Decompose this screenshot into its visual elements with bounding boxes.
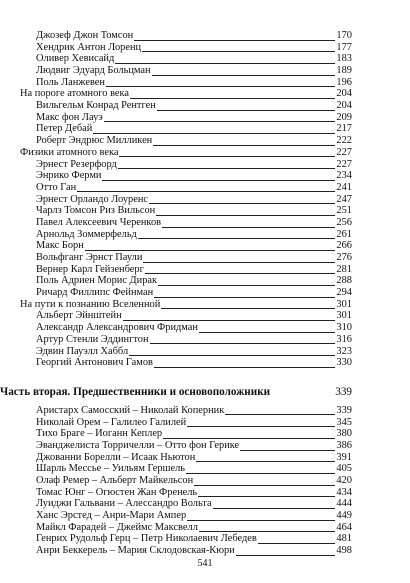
toc-entry-page: 281 bbox=[336, 263, 352, 275]
toc-entry-title: Александр Александрович Фридман bbox=[36, 322, 198, 334]
toc-part-heading bbox=[0, 382, 410, 400]
toc-entry-title: Макс Борн bbox=[36, 240, 84, 252]
toc-entry-page: 301 bbox=[336, 310, 352, 322]
toc-entry-page: 234 bbox=[336, 170, 352, 182]
toc-entry-title: Поль Адриен Морис Дирак bbox=[36, 275, 158, 287]
toc-entry-page: 288 bbox=[336, 275, 352, 287]
toc-entry-title: Чарлз Томсон Риз Вильсон bbox=[36, 205, 156, 217]
toc-entry-page: 339 bbox=[335, 386, 352, 399]
toc-entry-title: Джованни Борелли – Исаак Ньютон bbox=[36, 451, 196, 463]
toc-entry-title: Макс фон Лауэ bbox=[36, 111, 103, 123]
toc-entry-title: Арнольд Зоммерфельд bbox=[36, 228, 137, 240]
toc-entry-title: Людвиг Эдуард Больцман bbox=[36, 65, 151, 77]
toc-entry-page: 196 bbox=[336, 76, 352, 88]
toc-entry-page: 345 bbox=[336, 416, 352, 428]
page-number: 541 bbox=[197, 558, 213, 569]
toc-entry-title: Аристарх Самосский – Николай Коперник bbox=[36, 404, 225, 416]
toc-entry-title: Майкл Фарадей – Джеймс Максвелл bbox=[36, 521, 198, 533]
toc-entry-page: 251 bbox=[336, 205, 352, 217]
toc-entry-page: 227 bbox=[336, 158, 352, 170]
toc-entry-page: 261 bbox=[336, 228, 352, 240]
toc-entry-page: 498 bbox=[336, 545, 352, 557]
toc-entry-title: Шарль Мессье – Уильям Гершель bbox=[36, 463, 186, 475]
toc-entry-page: 227 bbox=[336, 146, 352, 158]
toc-entry-title: Эрнест Резерфорд bbox=[36, 158, 117, 170]
toc-entry-title: Джозеф Джон Томсон bbox=[36, 29, 134, 41]
toc-entry-page: 449 bbox=[336, 510, 352, 522]
toc-entry-title: Поль Ланжевен bbox=[36, 76, 105, 88]
toc-entry-page: 339 bbox=[336, 404, 352, 416]
toc-entry-page: 170 bbox=[336, 29, 352, 41]
toc-entry-title: Олаф Ремер – Альберт Майкельсон bbox=[36, 475, 194, 487]
toc-entry bbox=[0, 546, 410, 558]
toc-entry-title: Томас Юнг – Огюстен Жан Френель bbox=[36, 486, 198, 498]
toc-entry-title: Эрнест Орландо Лоуренс bbox=[36, 193, 148, 205]
toc-entry-title: Оливер Хевисайд bbox=[36, 53, 115, 65]
toc-entry-title: Вернер Карл Гейзенберг bbox=[36, 263, 144, 275]
toc-entry-title: Вильгельм Конрад Рентген bbox=[36, 100, 156, 112]
toc-entry-page: 294 bbox=[336, 287, 352, 299]
toc-entry-page: 310 bbox=[336, 322, 352, 334]
toc-entry-title: Эванджелиста Торричелли – Отто фон Герике bbox=[36, 439, 240, 451]
toc-entry-title: Анри Беккерель – Мария Склодовская-Кюри bbox=[36, 545, 235, 557]
toc-entry-page: 204 bbox=[336, 88, 352, 100]
toc-entry-title: На пути к познанию Вселенной bbox=[20, 298, 161, 310]
toc-entry-page: 330 bbox=[336, 357, 352, 369]
toc-entry-title: Хендрик Антон Лоренц bbox=[36, 41, 142, 53]
toc-entry-title: Николай Орем – Галилео Галилей bbox=[36, 416, 187, 428]
toc-entry-title: Эдвин Пауэлл Хаббл bbox=[36, 345, 129, 357]
toc-entry bbox=[0, 358, 410, 370]
toc-entry-title: Петер Дебай bbox=[36, 123, 93, 135]
toc-entry-title: Ричард Филлипс Фейнман bbox=[36, 287, 154, 299]
toc-entry-page: 464 bbox=[336, 521, 352, 533]
toc-entry-title: Ханс Эрстед – Анри-Мари Ампер bbox=[36, 510, 187, 522]
toc-entry-page: 177 bbox=[336, 41, 352, 53]
toc-entry-title: Вольфганг Эрнст Паули bbox=[36, 252, 143, 264]
toc-entry-page: 481 bbox=[336, 533, 352, 545]
toc-entry-page: 405 bbox=[336, 463, 352, 475]
toc-entry-title: Павел Алексеевич Черенков bbox=[36, 216, 162, 228]
toc-entry-page: 323 bbox=[336, 345, 352, 357]
table-of-contents bbox=[0, 31, 410, 558]
toc-entry-title: Часть вторая. Предшественники и основоположники bbox=[0, 386, 271, 399]
toc-entry-page: 222 bbox=[336, 135, 352, 147]
toc-entry-title: Физики атомного века bbox=[20, 146, 119, 158]
toc-entry-page: 247 bbox=[336, 193, 352, 205]
toc-leader-line bbox=[36, 191, 352, 192]
toc-entry-page: 276 bbox=[336, 252, 352, 264]
toc-entry-page: 241 bbox=[336, 181, 352, 193]
toc-entry-page: 386 bbox=[336, 439, 352, 451]
toc-entry-page: 420 bbox=[336, 475, 352, 487]
toc-entry-title: Роберт Эндрюс Милликен bbox=[36, 135, 153, 147]
toc-entry-title: На пороге атомного века bbox=[20, 88, 130, 100]
toc-entry-title: Луиджи Гальвани – Алессандро Вольта bbox=[36, 498, 212, 510]
toc-entry-title: Генрих Рудольф Герц – Петр Николаевич Лебедев bbox=[36, 533, 257, 545]
toc-entry-page: 209 bbox=[336, 111, 352, 123]
toc-entry-title: Отто Ган bbox=[36, 181, 77, 193]
toc-entry-page: 316 bbox=[336, 333, 352, 345]
toc-entry-page: 183 bbox=[336, 53, 352, 65]
toc-entry-page: 266 bbox=[336, 240, 352, 252]
toc-entry-page: 391 bbox=[336, 451, 352, 463]
toc-entry-page: 444 bbox=[336, 498, 352, 510]
toc-entry-title: Энрико Ферми bbox=[36, 170, 102, 182]
toc-entry-page: 380 bbox=[336, 428, 352, 440]
toc-entry-page: 256 bbox=[336, 216, 352, 228]
toc-entry-title: Георгий Антонович Гамов bbox=[36, 357, 153, 369]
toc-entry-page: 204 bbox=[336, 100, 352, 112]
toc-entry-title: Тихо Браге – Иоганн Кеплер bbox=[36, 428, 163, 440]
toc-entry-title: Артур Стенли Эддингтон bbox=[36, 333, 149, 345]
toc-entry-page: 189 bbox=[336, 65, 352, 77]
toc-entry-page: 434 bbox=[336, 486, 352, 498]
toc-entry-page: 217 bbox=[336, 123, 352, 135]
toc-entry-page: 301 bbox=[336, 298, 352, 310]
toc-entry-title: Альберт Эйнштейн bbox=[36, 310, 122, 322]
